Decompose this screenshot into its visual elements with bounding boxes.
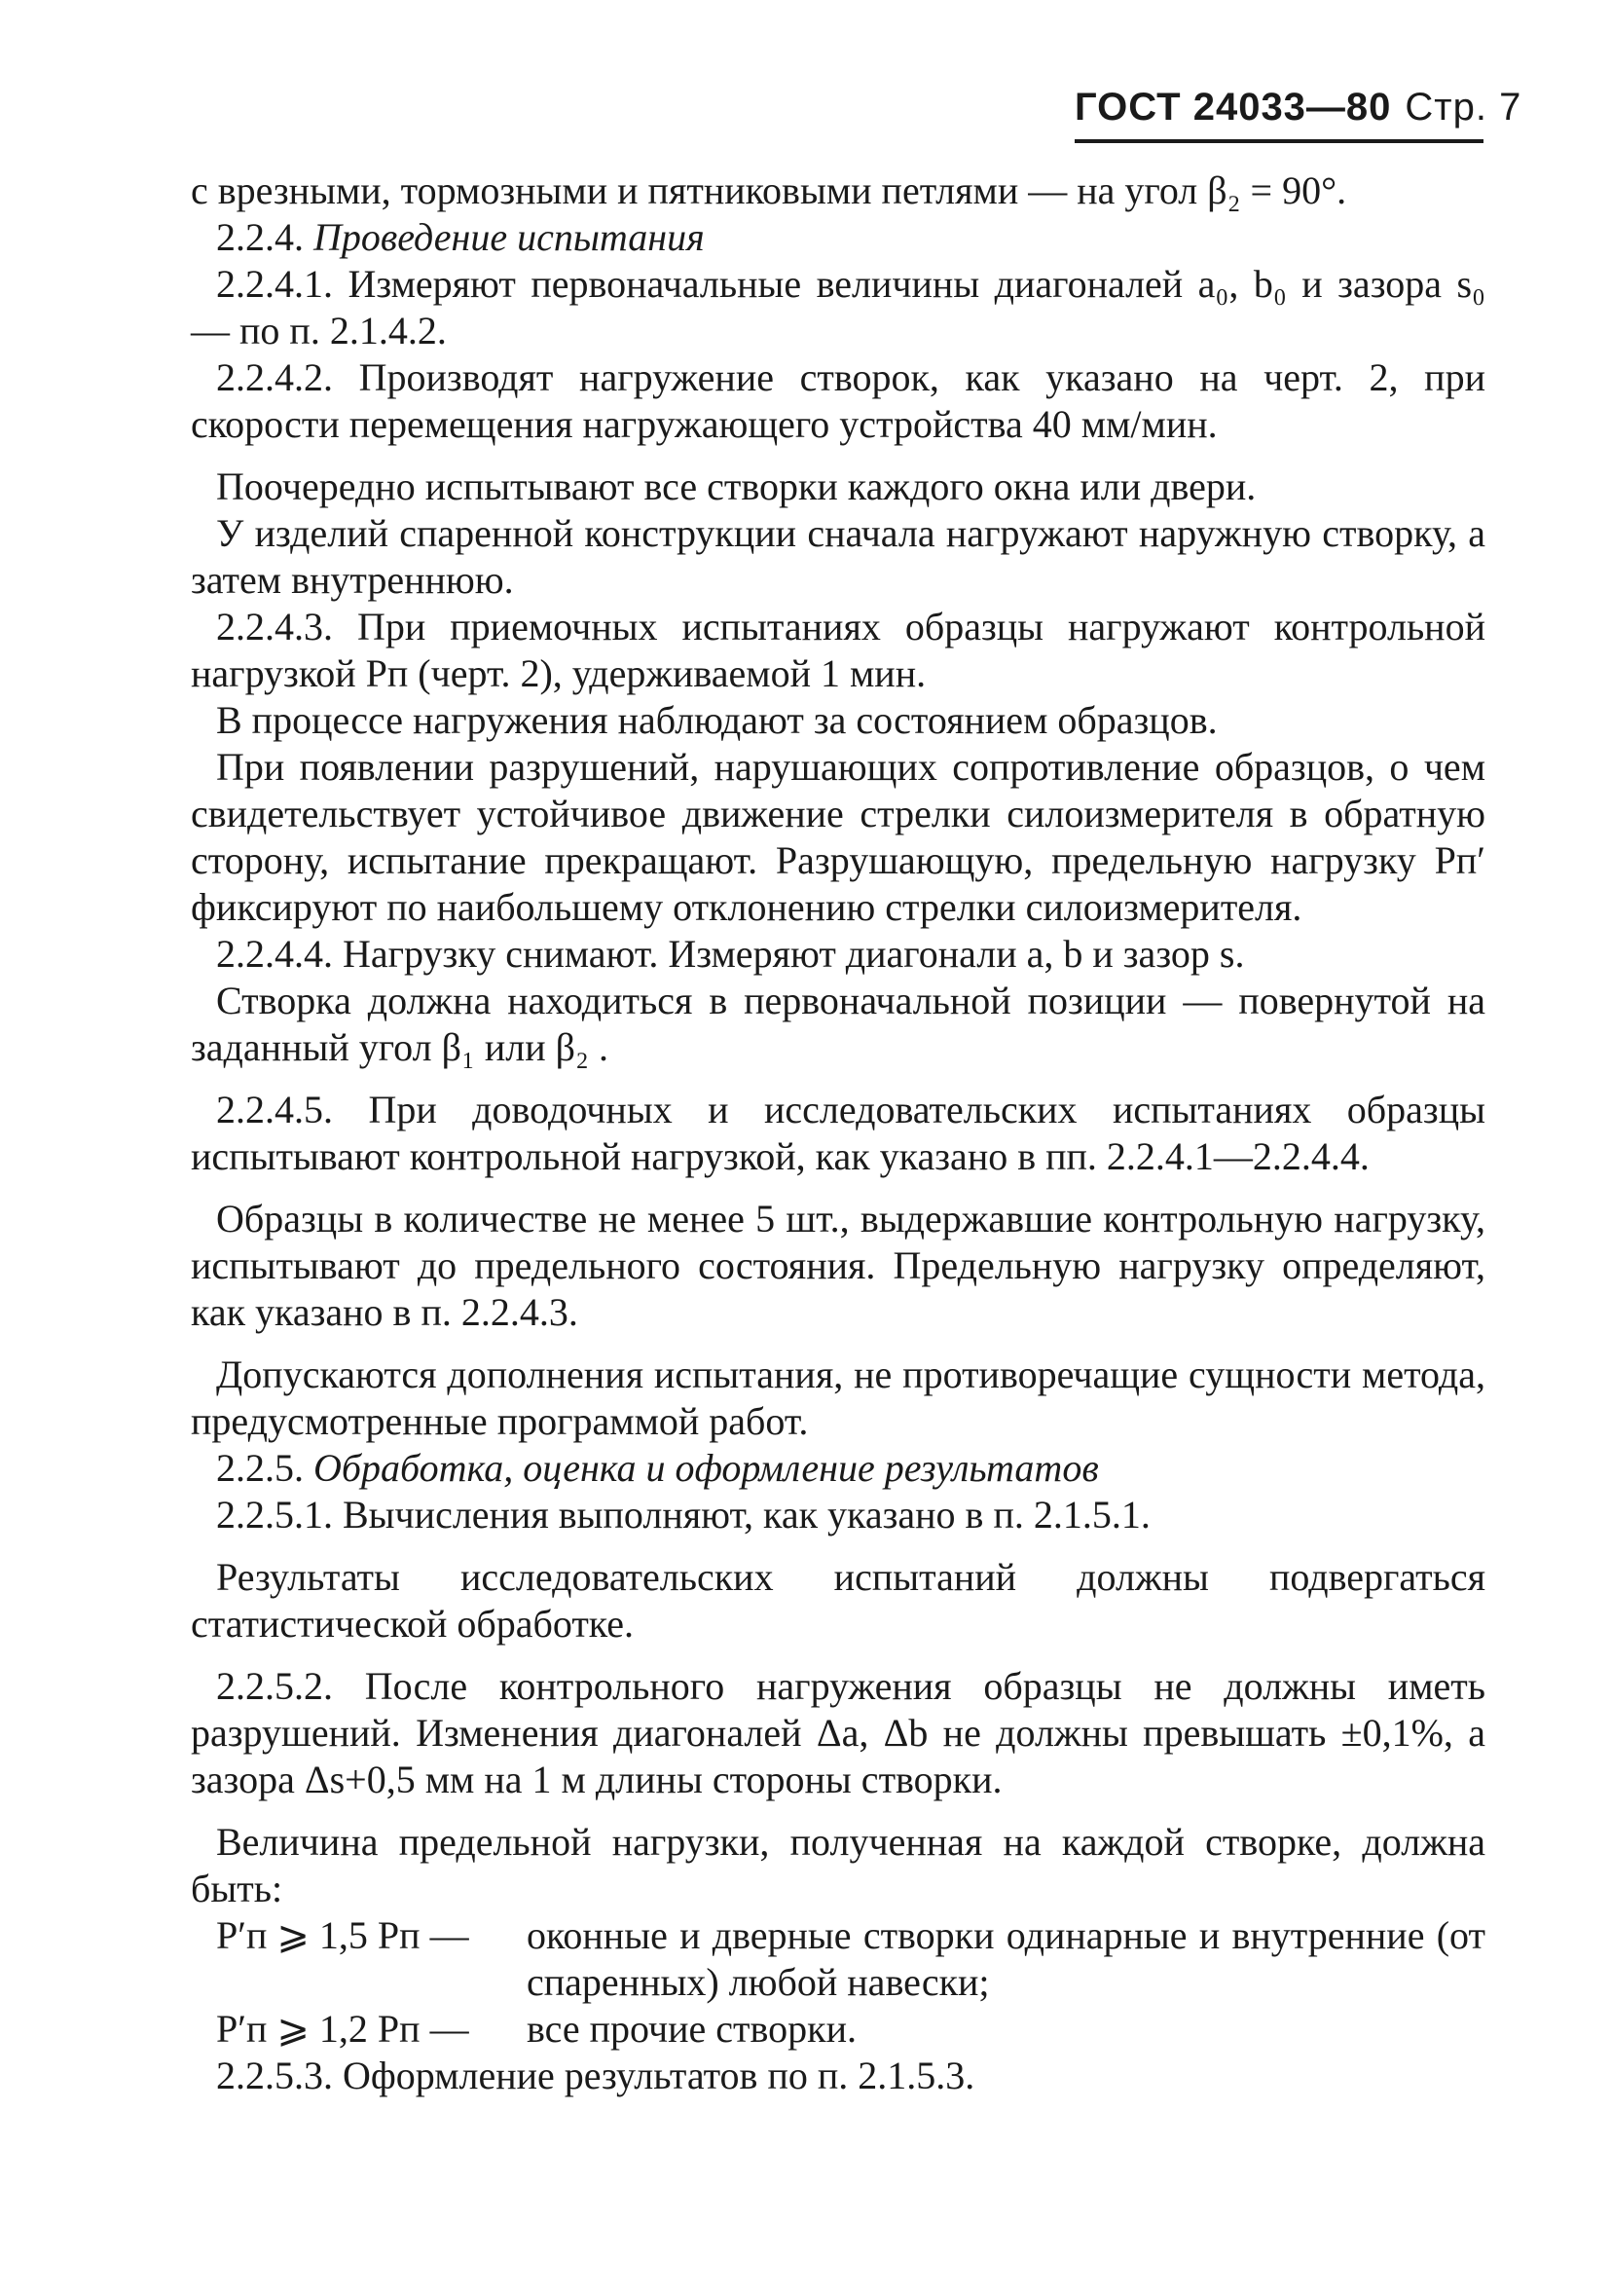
formula-row [191,1912,1485,2006]
paragraph: Образцы в количестве не менее 5 шт., выдержавшие контрольную нагрузку, испытывают до предельного состояния. Предельную нагрузку определяют, как указано в п. 2.2.4.3. [191,1197,1485,1334]
paragraph: 2.2.5.3. Оформление результатов по п. 2.1.5.3. [216,2054,975,2097]
formula-lhs: P′п ⩾ 1,2 Pп — [216,2007,469,2051]
document-body [191,167,1485,2099]
paragraph: В процессе нагружения наблюдают за состоянием образцов. [216,698,1218,742]
paragraph: 2.2.4.1. Измеряют первоначальные величины диагоналей a₀, b₀ и зазора s₀ — по п. 2.1.4.2. [191,262,1485,352]
header-rule [1075,139,1483,143]
paragraph: У изделий спаренной конструкции сначала нагружают наружную створку, а затем внутреннюю. [191,511,1485,602]
paragraph: 2.2.5.1. Вычисления выполняют, как указано в п. 2.1.5.1. [216,1493,1151,1537]
paragraph: Поочередно испытывают все створки каждого окна или двери. [216,464,1257,508]
paragraph: 2.2.4.2. Производят нагружение створок, как указано на черт. 2, при скорости перемещения нагружающего устройства 40 мм/мин. [191,355,1485,446]
paragraph: 2.2.5.2. После контрольного нагружения образцы не должны иметь разрушений. Изменения диагоналей Δa, Δb не должны превышать ±0,1%, а зазора Δs+0,5 мм на 1 м длины стороны створки. [191,1664,1485,1801]
formula-rhs: оконные и дверные створки одинарные и внутренние (от спаренных) любой навески; [527,1913,1485,2004]
paragraph: 2.2.4.4. Нагрузку снимают. Измеряют диагонали a, b и зазор s. [216,932,1245,976]
section-title: Обработка, оценка и оформление результатов [313,1446,1099,1490]
section-number: 2.2.5. [216,1446,313,1490]
formula-rhs: все прочие створки. [527,2007,857,2051]
formula-lhs: P′п ⩾ 1,5 Pп — [216,1913,469,1957]
section-number: 2.2.4. [216,215,313,259]
page-header [1075,86,1522,130]
section-heading [191,214,1485,261]
formula-row [191,2006,1485,2053]
paragraph: Допускаются дополнения испытания, не противоречащие сущности метода, предусмотренные программой работ. [191,1352,1485,1443]
paragraph: 2.2.4.5. При доводочных и исследовательских испытаниях образцы испытывают контрольной нагрузкой, как указано в пп. 2.2.4.1—2.2.4.4. [191,1088,1485,1178]
standard-number: ГОСТ 24033—80 [1075,86,1392,129]
page-number: Стр. 7 [1405,86,1522,129]
paragraph: 2.2.4.3. При приемочных испытаниях образцы нагружают контрольной нагрузкой Pп (черт. 2), удерживаемой 1 мин. [191,605,1485,695]
paragraph: с врезными, тормозными и пятниковыми петлями — на угол β₂ = 90°. [191,168,1347,212]
section-heading [191,1445,1485,1492]
paragraph: Результаты исследовательских испытаний должны подвергаться статистической обработке. [191,1555,1485,1646]
paragraph: При появлении разрушений, нарушающих сопротивление образцов, о чем свидетельствует устойчивое движение стрелки силоизмерителя в обратную сторону, испытание прекращают. Разрушающую, предельную нагрузку Pп′ фиксируют по наибольшему отклонению стрелки силоизмерителя. [191,745,1485,929]
paragraph: Величина предельной нагрузки, полученная на каждой створке, должна быть: [191,1820,1485,1910]
paragraph: Створка должна находиться в первоначальной позиции — повернутой на заданный угол β₁ или β₂ . [191,979,1485,1069]
section-title: Проведение испытания [313,215,705,259]
